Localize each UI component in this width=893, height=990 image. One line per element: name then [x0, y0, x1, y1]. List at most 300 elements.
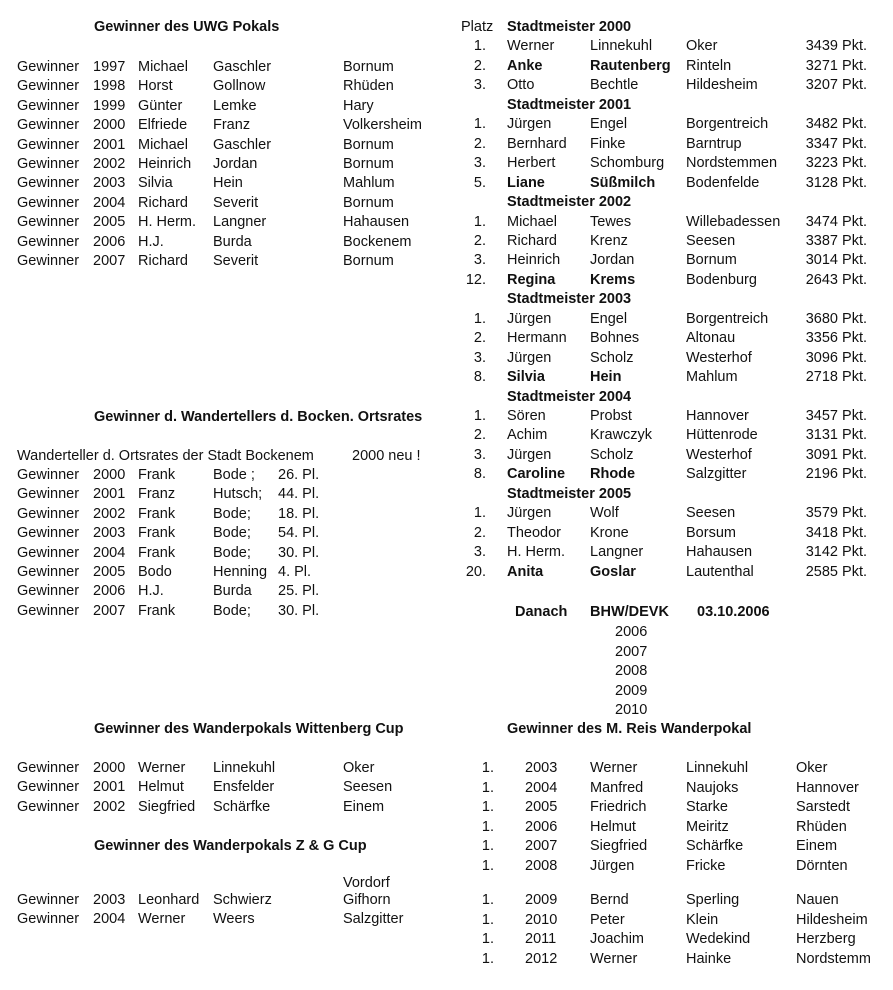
row-label: Gewinner — [17, 253, 80, 269]
row-label: Gewinner — [17, 78, 80, 95]
place-cell: 1. — [481, 892, 494, 908]
first-name-cell: Günter — [138, 97, 183, 114]
table-row — [0, 97, 450, 117]
city-cell: Bornum — [343, 136, 394, 153]
last-name-cell: Scholz — [590, 446, 634, 463]
table-row — [0, 950, 893, 970]
city-cell: Seesen — [686, 505, 736, 522]
first-name-cell: Werner — [590, 760, 638, 776]
year-cell: 2007 — [93, 253, 126, 269]
first-name-cell: Heinrich — [507, 252, 561, 269]
row-label: Gewinner — [17, 117, 80, 134]
last-name-cell: Hutsch; — [213, 486, 263, 503]
city-cell: Einem — [796, 838, 838, 854]
last-name-cell: Schärfke — [213, 798, 271, 815]
last-name-cell: Langner — [213, 214, 267, 231]
year-cell: 2000 — [93, 467, 126, 483]
last-name-cell: Hein — [213, 175, 243, 192]
first-name-cell: Liane — [507, 174, 545, 191]
table-row — [0, 349, 893, 369]
place-cell: 3. — [473, 446, 486, 463]
year-cell: 1997 — [93, 59, 126, 75]
row-label: Gewinner — [17, 467, 80, 483]
table-row — [0, 582, 450, 602]
year-cell: 2005 — [93, 214, 126, 231]
first-name-cell: H.J. — [138, 233, 164, 250]
place-cell: 2. — [473, 330, 486, 347]
city-cell: Bornum — [343, 253, 394, 269]
city-cell: Nordstemm — [796, 950, 871, 967]
table-row — [0, 798, 893, 818]
city-cell: Herzberg — [796, 931, 856, 947]
danach-year: 2007 — [615, 643, 648, 660]
table-row — [0, 37, 893, 57]
first-name-cell: Richard — [138, 194, 188, 211]
last-name-cell: Severit — [213, 253, 259, 269]
first-name-cell: Helmut — [138, 779, 184, 796]
danach-year: 2006 — [615, 624, 648, 640]
city-cell: Oker — [796, 760, 828, 776]
table-row — [0, 426, 893, 446]
place-cell: 4. Pl. — [278, 564, 312, 580]
place-cell: 2. — [473, 135, 486, 152]
wanderteller-title: Gewinner d. Wandertellers d. Bocken. Ortsrates — [94, 409, 423, 425]
first-name-cell: Werner — [138, 760, 186, 776]
row-label: Gewinner — [17, 911, 80, 928]
year-cell: 2006 — [93, 233, 126, 250]
last-name-cell: Goslar — [590, 563, 636, 580]
city-cell: Hildesheim — [796, 911, 868, 928]
last-name-cell: Krawczyk — [590, 427, 653, 444]
last-name-cell: Weers — [213, 911, 255, 928]
row-label: Gewinner — [17, 136, 80, 153]
danach-year: 2009 — [615, 682, 648, 699]
year-cell: 2005 — [525, 799, 558, 815]
last-name-cell: Gollnow — [213, 78, 266, 95]
first-name-cell: Friedrich — [590, 799, 647, 815]
last-name-cell: Engel — [590, 310, 628, 327]
points-cell: 2585 Pkt. — [805, 563, 867, 580]
first-name-cell: Richard — [138, 253, 188, 269]
place-cell: 12. — [465, 271, 486, 288]
city-cell: Rhüden — [343, 78, 394, 95]
first-name-cell: Sören — [507, 408, 546, 424]
first-name-cell: Frank — [138, 602, 176, 619]
row-label: Gewinner — [17, 525, 80, 542]
points-cell: 3207 Pkt. — [805, 77, 867, 94]
stadtmeister-title: Stadtmeister 2003 — [507, 291, 632, 308]
first-name-cell: Jürgen — [507, 349, 552, 366]
points-cell: 3271 Pkt. — [805, 57, 867, 74]
first-name-cell: Otto — [507, 77, 535, 94]
city-cell: Bodenburg — [686, 271, 757, 288]
first-name-cell: Jürgen — [507, 505, 552, 522]
uwg-title: Gewinner des UWG Pokals — [94, 19, 280, 35]
city-cell: Hüttenrode — [686, 427, 758, 444]
year-cell: 2004 — [93, 911, 126, 928]
points-cell: 3347 Pkt. — [805, 135, 867, 152]
table-row — [0, 485, 450, 505]
points-cell: 3356 Pkt. — [805, 330, 867, 347]
first-name-cell: Jürgen — [507, 310, 552, 327]
table-row — [0, 368, 893, 388]
danach-year: 2008 — [615, 663, 648, 679]
first-name-cell: Herbert — [507, 155, 556, 172]
year-cell: 2000 — [93, 760, 126, 776]
first-name-cell: Bodo — [138, 564, 172, 580]
points-cell: 2196 Pkt. — [805, 466, 867, 483]
table-row — [0, 57, 893, 77]
place-cell: 18. Pl. — [278, 505, 320, 522]
last-name-cell: Meiritz — [686, 818, 729, 835]
city-cell: Bodenfelde — [686, 174, 760, 191]
table-row — [0, 857, 893, 877]
city-cell: Hahausen — [343, 214, 410, 231]
city-cell: Barntrup — [686, 135, 742, 152]
row-label: Gewinner — [17, 583, 80, 600]
points-cell: 3223 Pkt. — [805, 155, 867, 172]
year-cell: 2004 — [525, 779, 558, 796]
row-label: Gewinner — [17, 59, 80, 75]
first-name-cell: Hermann — [507, 330, 567, 347]
first-name-cell: Peter — [590, 911, 625, 928]
points-cell: 3131 Pkt. — [805, 427, 867, 444]
row-label: Gewinner — [17, 97, 80, 114]
row-label: Gewinner — [17, 798, 80, 815]
city-cell: Oker — [686, 38, 718, 55]
place-cell: 44. Pl. — [278, 486, 320, 503]
year-cell: 2005 — [93, 564, 126, 580]
first-name-cell: Frank — [138, 544, 176, 561]
year-cell: 2001 — [93, 136, 126, 153]
city-cell: Willebadessen — [686, 213, 781, 230]
city-cell: Westerhof — [686, 349, 752, 366]
table-row — [0, 407, 893, 427]
table-row — [0, 446, 893, 466]
first-name-cell: Richard — [507, 232, 557, 249]
place-cell: 1. — [473, 213, 486, 230]
city-cell: Salzgitter — [686, 466, 747, 483]
last-name-cell: Linnekuhl — [213, 760, 276, 776]
last-name-cell: Schomburg — [590, 155, 665, 172]
last-name-cell: Klein — [686, 911, 719, 928]
last-name-cell: Wolf — [590, 505, 619, 522]
year-cell: 2004 — [93, 194, 126, 211]
year-cell: 1999 — [93, 97, 126, 114]
last-name-cell: Starke — [686, 799, 728, 815]
last-name-cell: Linnekuhl — [590, 38, 653, 55]
first-name-cell: Leonhard — [138, 892, 200, 908]
place-cell: 1. — [481, 857, 494, 874]
first-name-cell: Bernhard — [507, 135, 567, 152]
place-cell: 3. — [473, 349, 486, 366]
year-cell: 2003 — [93, 175, 126, 192]
place-cell: 1. — [473, 505, 486, 522]
row-label: Gewinner — [17, 779, 80, 796]
reis-title: Gewinner des M. Reis Wanderpokal — [507, 721, 752, 737]
place-cell: 2. — [473, 57, 486, 74]
points-cell: 3418 Pkt. — [805, 524, 867, 541]
last-name-cell: Bohnes — [590, 330, 640, 347]
year-cell: 2012 — [525, 950, 558, 967]
table-row — [0, 135, 893, 155]
city-cell: Gifhorn — [343, 892, 391, 908]
points-cell: 3439 Pkt. — [805, 38, 867, 55]
first-name-cell: Elfriede — [138, 117, 188, 134]
row-label: Gewinner — [17, 544, 80, 561]
table-row — [0, 930, 893, 950]
place-cell: 1. — [473, 408, 486, 424]
last-name-cell: Schwierz — [213, 892, 272, 908]
table-row — [0, 524, 893, 544]
first-name-cell: Werner — [138, 911, 186, 928]
city-cell: Borgentreich — [686, 310, 769, 327]
last-name-cell: Bechtle — [590, 77, 639, 94]
city-cell: Bornum — [686, 252, 737, 269]
year-cell: 2002 — [93, 156, 126, 172]
row-label: Gewinner — [17, 505, 80, 522]
table-row — [0, 837, 893, 857]
table-row — [0, 911, 893, 931]
first-name-cell: Michael — [507, 213, 557, 230]
last-name-cell: Probst — [590, 408, 632, 424]
first-name-cell: Frank — [138, 505, 176, 522]
table-row — [0, 194, 450, 214]
first-name-cell: Jürgen — [590, 857, 635, 874]
first-name-cell: Anita — [507, 563, 544, 580]
place-cell: 26. Pl. — [278, 467, 320, 483]
row-label: Gewinner — [17, 194, 80, 211]
points-cell: 3091 Pkt. — [805, 446, 867, 463]
last-name-cell: Sperling — [686, 892, 740, 908]
place-cell: 3. — [473, 77, 486, 94]
place-cell: 1. — [481, 931, 494, 947]
city-cell: Bockenem — [343, 233, 412, 250]
last-name-cell: Burda — [213, 583, 252, 600]
city-cell: Hannover — [796, 779, 859, 796]
place-cell: 2. — [473, 427, 486, 444]
city-cell: Rinteln — [686, 57, 732, 74]
city-cell: Westerhof — [686, 446, 752, 463]
place-cell: 1. — [481, 911, 494, 928]
city-cell: Nauen — [796, 892, 839, 908]
last-name-cell: Bode ; — [213, 467, 255, 483]
table-row — [0, 76, 893, 96]
city-cell: Mahlum — [343, 175, 395, 192]
city-cell: Lautenthal — [686, 563, 754, 580]
table-row — [0, 465, 893, 485]
table-row — [0, 271, 893, 291]
stadtmeister-title: Stadtmeister 2002 — [507, 194, 632, 211]
place-cell: 1. — [481, 799, 494, 815]
place-cell: 8. — [473, 466, 486, 483]
last-name-cell: Scholz — [590, 349, 634, 366]
last-name-cell: Krenz — [590, 232, 628, 249]
last-name-cell: Rhode — [590, 466, 636, 483]
first-name-cell: Silvia — [507, 369, 545, 386]
row-label: Gewinner — [17, 233, 80, 250]
table-row — [0, 310, 893, 330]
city-cell: Hary — [343, 97, 374, 114]
last-name-cell: Severit — [213, 194, 259, 211]
year-cell: 2000 — [93, 117, 126, 134]
first-name-cell: Joachim — [590, 931, 644, 947]
points-cell: 2643 Pkt. — [805, 271, 867, 288]
row-label: Gewinner — [17, 214, 80, 231]
first-name-cell: Werner — [507, 38, 555, 55]
points-cell: 3096 Pkt. — [805, 349, 867, 366]
first-name-cell: Werner — [590, 950, 638, 967]
first-name-cell: Franz — [138, 486, 176, 503]
city-cell: Hannover — [686, 408, 749, 424]
table-row — [0, 174, 893, 194]
last-name-cell: Schärfke — [686, 838, 744, 854]
first-name-cell: H. Herm. — [138, 214, 196, 231]
last-name-cell: Tewes — [590, 213, 632, 230]
city-cell: Hahausen — [686, 544, 753, 561]
danach-date: 03.10.2006 — [697, 604, 770, 620]
year-cell: 2003 — [93, 525, 126, 542]
first-name-cell: Siegfried — [590, 838, 648, 854]
last-name-cell: Franz — [213, 117, 251, 134]
first-name-cell: H. Herm. — [507, 544, 565, 561]
points-cell: 2718 Pkt. — [805, 369, 867, 386]
year-cell: 2009 — [525, 892, 558, 908]
place-cell: 3. — [473, 544, 486, 561]
table-row — [0, 329, 893, 349]
danach-year: 2010 — [615, 702, 648, 718]
place-cell: 1. — [481, 760, 494, 776]
wanderteller-intro-note: 2000 neu ! — [352, 448, 421, 464]
points-cell: 3680 Pkt. — [805, 310, 867, 327]
first-name-cell: Manfred — [590, 779, 644, 796]
city-cell: Nordstemmen — [686, 155, 778, 172]
last-name-cell: Rautenberg — [590, 57, 671, 74]
place-cell: 3. — [473, 252, 486, 269]
place-header: Platz — [461, 19, 494, 35]
first-name-cell: H.J. — [138, 583, 164, 600]
first-name-cell: Horst — [138, 78, 173, 95]
place-cell: 25. Pl. — [278, 583, 320, 600]
last-name-cell: Bode; — [213, 505, 251, 522]
first-name-cell: Heinrich — [138, 156, 192, 172]
first-name-cell: Michael — [138, 59, 188, 75]
year-cell: 2011 — [525, 931, 557, 947]
last-name-cell: Henning — [213, 564, 268, 580]
year-cell: 2006 — [93, 583, 126, 600]
table-row — [0, 602, 450, 622]
place-cell: 1. — [481, 838, 494, 854]
place-cell: 1. — [473, 310, 486, 327]
first-name-cell: Anke — [507, 57, 543, 74]
points-cell: 3387 Pkt. — [805, 232, 867, 249]
first-name-cell: Helmut — [590, 818, 636, 835]
table-row — [0, 154, 893, 174]
last-name-cell: Krems — [590, 271, 636, 288]
year-cell: 2008 — [525, 857, 558, 874]
last-name-cell: Jordan — [590, 252, 635, 269]
year-cell: 2007 — [93, 602, 126, 619]
last-name-cell: Finke — [590, 135, 626, 152]
city-cell: Volkersheim — [343, 117, 422, 134]
year-cell: 2007 — [525, 838, 558, 854]
table-row — [0, 759, 893, 779]
last-name-cell: Hein — [590, 369, 622, 386]
first-name-cell: Michael — [138, 136, 188, 153]
last-name-cell: Burda — [213, 233, 252, 250]
zg-city-note: Vordorf — [343, 875, 390, 891]
points-cell: 3142 Pkt. — [805, 544, 867, 561]
place-cell: 8. — [473, 369, 486, 386]
place-cell: 5. — [473, 174, 486, 191]
city-cell: Hildesheim — [686, 77, 758, 94]
stadtmeister-title: Stadtmeister 2005 — [507, 485, 632, 502]
year-cell: 2001 — [93, 779, 126, 796]
last-name-cell: Langner — [590, 544, 644, 561]
place-cell: 2. — [473, 524, 486, 541]
last-name-cell: Lemke — [213, 97, 257, 114]
place-cell: 1. — [481, 950, 494, 967]
year-cell: 2004 — [93, 544, 126, 561]
city-cell: Salzgitter — [343, 911, 404, 928]
last-name-cell: Krone — [590, 524, 629, 541]
stadtmeister-title: Stadtmeister 2004 — [507, 388, 632, 405]
first-name-cell: Silvia — [138, 175, 173, 192]
danach-sponsor: BHW/DEVK — [590, 604, 669, 620]
year-cell: 2003 — [525, 760, 558, 776]
row-label: Gewinner — [17, 602, 80, 619]
first-name-cell: Achim — [507, 427, 548, 444]
city-cell: Bornum — [343, 194, 394, 211]
row-label: Gewinner — [17, 175, 80, 192]
place-cell: 54. Pl. — [278, 525, 320, 542]
last-name-cell: Linnekuhl — [686, 760, 749, 776]
last-name-cell: Wedekind — [686, 931, 751, 947]
stadtmeister-title: Stadtmeister 2001 — [507, 96, 632, 113]
first-name-cell: Regina — [507, 271, 556, 288]
year-cell: 2006 — [525, 818, 558, 835]
points-cell: 3579 Pkt. — [805, 505, 867, 522]
points-cell: 3128 Pkt. — [805, 174, 867, 191]
city-cell: Borsum — [686, 524, 736, 541]
stadtmeister-title: Stadtmeister 2000 — [507, 19, 632, 35]
city-cell: Oker — [343, 760, 375, 776]
last-name-cell: Süßmilch — [590, 174, 656, 191]
city-cell: Dörnten — [796, 857, 848, 874]
table-row — [0, 543, 893, 563]
danach-label: Danach — [515, 604, 568, 620]
year-cell: 2001 — [93, 486, 126, 503]
place-cell: 1. — [473, 116, 486, 133]
first-name-cell: Siegfried — [138, 798, 196, 815]
points-cell: 3014 Pkt. — [805, 252, 867, 269]
last-name-cell: Naujoks — [686, 779, 739, 796]
place-cell: 30. Pl. — [278, 602, 320, 619]
row-label: Gewinner — [17, 486, 80, 503]
table-row — [0, 504, 893, 524]
row-label: Gewinner — [17, 760, 80, 776]
city-cell: Seesen — [686, 232, 736, 249]
table-row — [0, 232, 893, 252]
city-cell: Rhüden — [796, 818, 847, 835]
last-name-cell: Jordan — [213, 156, 258, 172]
row-label: Gewinner — [17, 156, 80, 172]
place-cell: 30. Pl. — [278, 544, 320, 561]
first-name-cell: Jürgen — [507, 116, 552, 133]
last-name-cell: Bode; — [213, 525, 251, 542]
row-label: Gewinner — [17, 892, 80, 908]
first-name-cell: Frank — [138, 525, 176, 542]
